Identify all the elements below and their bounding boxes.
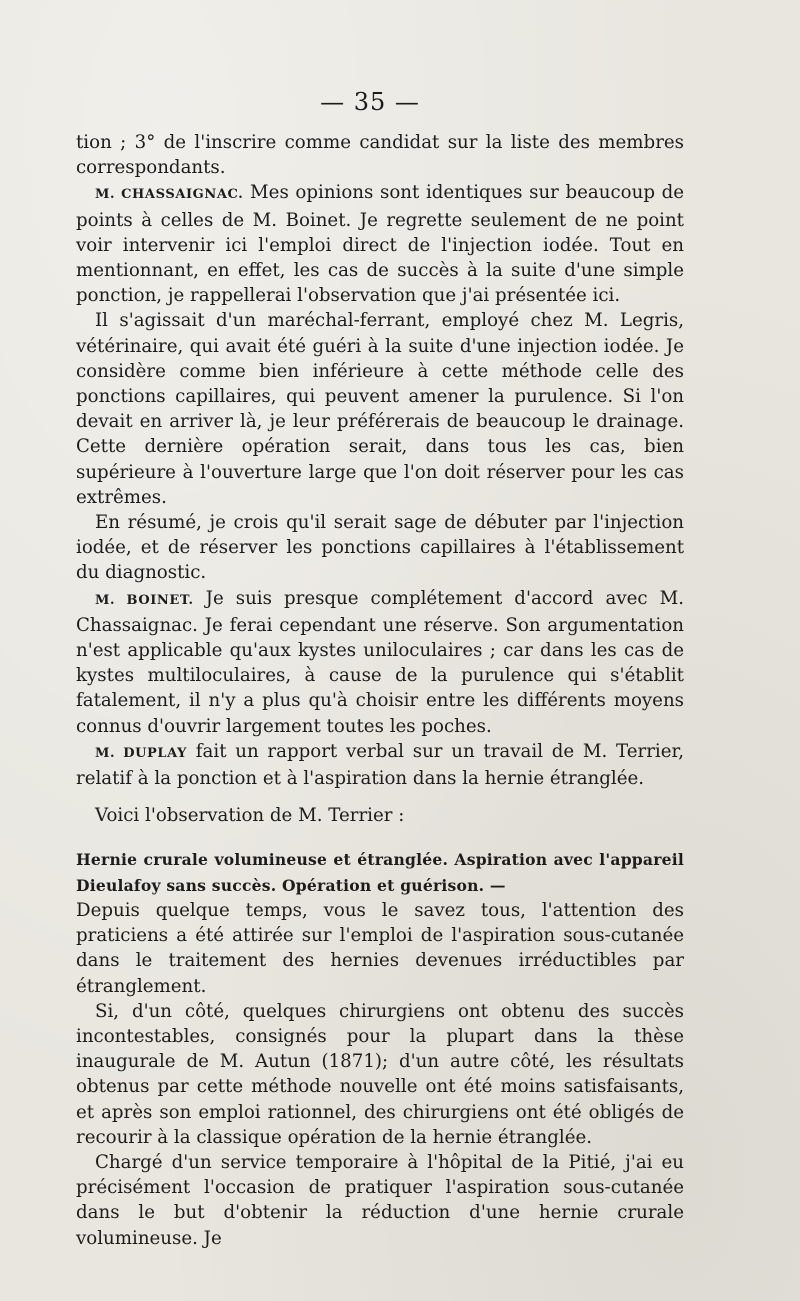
speaker-name: M. DUPLAY [95, 745, 188, 761]
speaker-name: M. CHASSAIGNAC. [95, 187, 244, 203]
body-text [76, 130, 684, 1251]
spacer [76, 791, 684, 803]
observation-heading: Hernie crurale volumineuse et étranglée. Aspiration avec l'appareil Dieulafoy sans succès. Opération et guérison. — [76, 850, 684, 895]
page-number: — 35 — [320, 88, 420, 116]
speech-text: Je suis presque complétement d'accord avec M. Chassaignac. Je ferai cependant une réserve. Son argumentation n'est applicable qu'aux kystes uniloculaires ; car dans les cas de kystes multiloculaires, à cause de la purulence qui s'établit fatalement, il n'y a plus qu'à choisir entre les différents moyens connus d'ouvrir largement toutes les poches. [76, 587, 684, 737]
paragraph-1: tion ; 3° de l'inscrire comme candidat sur la liste des membres correspondants. [76, 132, 684, 179]
speaker-name: M. BOINET. [95, 592, 194, 608]
paragraph-3: Il s'agissait d'un maréchal-ferrant, employé chez M. Legris, vétérinaire, qui avait été guéri à la suite d'une injection iodée. Je considère comme bien inférieure à cette méthode celle des ponctions capillaires, qui peuvent amener la purulence. Si l'on devait en arriver là, je leur préférerais de beaucoup le drainage. Cette dernière opération serait, dans tous les cas, bien supérieure à l'ouverture large que l'on doit réserver pour les cas extrêmes. [76, 310, 684, 508]
paragraph-boinet [76, 586, 684, 739]
speech-text: fait un rapport verbal sur un travail de M. Terrier, relatif à la ponction et à l'aspiration dans la hernie étranglée. [76, 740, 684, 790]
speech-text: Mes opinions sont identiques sur beaucoup de points à celles de M. Boinet. Je regrette seulement de ne point voir intervenir ici l'emploi direct de l'injection iodée. Tout en mentionnant, en effet, les cas de succès à la suite d'une simple ponction, je rappellerai l'observation que j'ai présentée ici. [76, 182, 685, 307]
paragraph-9: Si, d'un côté, quelques chirurgiens ont obtenu des succès incontestables, consignés pour la plupart dans la thèse inaugurale de M. Autun (1871); d'un autre côté, les résultats obtenus par cette méthode nouvelle ont été moins satisfaisants, et après son emploi rationnel, des chirurgiens ont été obligés de recourir à la classique opération de la hernie étranglée. [76, 1000, 684, 1148]
paragraph-chassaignac [76, 180, 684, 308]
paragraph-8: Depuis quelque temps, vous le savez tous, l'attention des praticiens a été attirée sur l'emploi de l'aspiration sous-cutanée dans le traitement des hernies devenues irréductibles par étranglement. [76, 899, 684, 997]
paragraph-duplay [76, 739, 684, 791]
paragraph-4: En résumé, je crois qu'il serait sage de débuter par l'injection iodée, et de réserver les ponctions capillaires à l'établissement du diagnostic. [76, 512, 684, 584]
paragraph-10: Chargé d'un service temporaire à l'hôpital de la Pitié, j'ai eu précisément l'occasion de pratiquer l'aspiration sous-cutanée dans le but d'obtenir la réduction d'une hernie crurale volumineuse. Je [76, 1151, 684, 1249]
paragraph-7: Voici l'observation de M. Terrier : [95, 805, 405, 827]
spacer [76, 828, 684, 847]
